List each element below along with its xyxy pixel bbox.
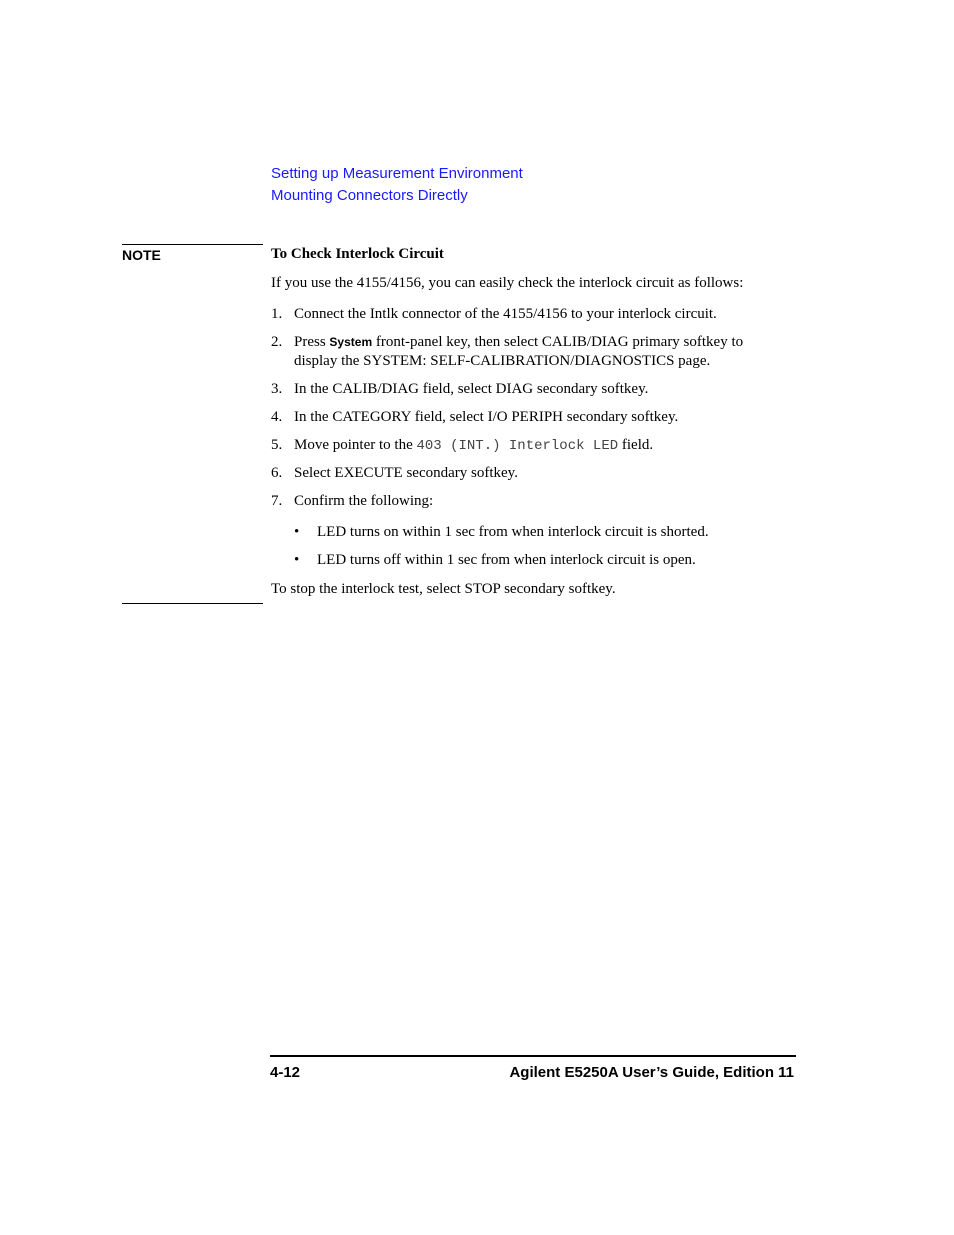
step-number: 5. [271,437,283,453]
bullet-icon: • [294,524,300,540]
step-text [294,436,784,456]
step-text-pre: Press [294,334,330,350]
page-number: 4-12 [270,1064,301,1081]
breadcrumb-link-mounting-connectors[interactable]: Mounting Connectors Directly [271,187,468,204]
bullet-text: LED turns off within 1 sec from when interlock circuit is open. [317,552,696,568]
bullet-text: LED turns on within 1 sec from when interlock circuit is shorted. [317,524,709,540]
step-text-post: field. [618,437,654,453]
system-key-label: System [329,335,373,349]
note-closing-text: To stop the interlock test, select STOP secondary softkey. [271,581,616,597]
step-number: 4. [271,409,283,425]
step-number: 3. [271,381,283,397]
step-number: 1. [271,306,283,322]
document-title: Agilent E5250A User’s Guide, Edition 11 [509,1064,794,1081]
step-text: Select EXECUTE secondary softkey. [294,465,518,481]
note-bottom-rule [122,603,263,604]
step-text: Connect the Intlk connector of the 4155/4156 to your interlock circuit. [294,306,717,322]
footer-rule [270,1055,796,1057]
step-number: 6. [271,465,283,481]
step-number: 2. [271,334,283,350]
note-label: NOTE [122,247,161,263]
bullet-icon: • [294,552,300,568]
step-text: Confirm the following: [294,493,434,509]
note-title: To Check Interlock Circuit [271,246,444,262]
note-intro: If you use the 4155/4156, you can easily check the interlock circuit as follows: [271,275,744,291]
step-text: In the CALIB/DIAG field, select DIAG secondary softkey. [294,381,649,397]
field-name-code: 403 (INT.) Interlock LED [416,438,619,454]
step-text-post: front-panel key, then select CALIB/DIAG primary softkey to display the SYSTEM: SELF-CALIBRATION/DIAGNOSTICS page. [294,334,744,369]
step-text: In the CATEGORY field, select I/O PERIPH secondary softkey. [294,409,679,425]
breadcrumb-link-measurement-environment[interactable]: Setting up Measurement Environment [271,165,523,182]
step-number: 7. [271,493,283,509]
step-text [294,333,784,371]
note-top-rule [122,244,263,245]
step-text-pre: Move pointer to the [294,437,417,453]
